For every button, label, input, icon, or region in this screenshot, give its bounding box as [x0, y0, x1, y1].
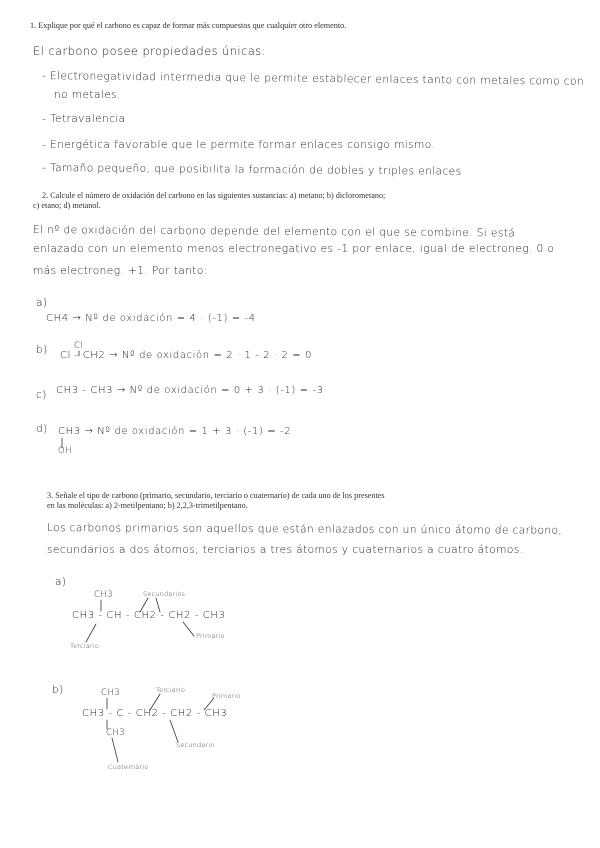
q2-d-label: d)	[36, 423, 48, 435]
q1-bullet-1-cont: no metales.	[54, 89, 121, 101]
q1-bullet-2: - Tetravalencia	[42, 113, 126, 125]
q2-c-formula: CH3 - CH3 → Nº de oxidación = 0 + 3 · (-1) = -3	[56, 385, 324, 396]
q3-b-top-ch3: CH3	[101, 688, 120, 698]
q3-a-note-terciario: Terciario	[70, 642, 100, 650]
question-2-prompt-line-1: 2. Calcule el número de oxidación del carbono en las siguientes sustancias: a) metano; b) diclorometano;	[42, 191, 386, 200]
question-3-prompt-line-1: 3. Señale el tipo de carbono (primario, secundario, terciario o cuaternario) de cada uno de los presentes	[47, 491, 385, 500]
q2-d-oh: OH	[58, 446, 72, 456]
q3-b-note-secundario: Secundario	[176, 741, 215, 749]
q2-b-formula: Cl - CH2 → Nº de oxidación = 2 · 1 - 2 · 2 = 0	[60, 350, 313, 361]
q2-d-formula: CH3 → Nº de oxidación = 1 + 3 · (-1) = -2	[58, 426, 292, 437]
q3-b-label: b)	[52, 684, 64, 696]
q3-b-pointer-secundario	[170, 720, 178, 742]
q3-answer-line-2: secundarios a dos átomos, terciarios a tres átomos y cuaternarios a cuatro átomos.	[47, 544, 524, 556]
q2-a-label: a)	[36, 297, 48, 309]
q3-b-pointer-cuaternario	[112, 738, 118, 762]
q1-intro: El carbono posee propiedades únicas:	[33, 44, 266, 58]
question-1-prompt: 1. Explique por qué el carbono es capaz de formar más compuestos que cualquier otro elemento.	[30, 21, 347, 30]
q3-b-note-primario: Primario	[212, 692, 241, 700]
q2-answer-line-2: enlazado con un elemento menos electronegativo es -1 por enlace, igual de electroneg. 0 o	[33, 243, 555, 255]
q3-a-pointer-secundarios-1	[140, 598, 148, 612]
q2-b-label: b)	[36, 344, 48, 356]
q3-b-main-chain: CH3 - C - CH2 - CH2 - CH3	[82, 708, 228, 719]
q3-b-bottom-ch3: CH3	[106, 728, 125, 738]
q3-b-note-terciario: Terciario	[156, 686, 186, 694]
q2-answer-line-3: más electroneg. +1. Por tanto:	[33, 265, 208, 277]
q2-c-label: c)	[36, 389, 47, 401]
q3-a-top-ch3: CH3	[94, 590, 113, 600]
q3-a-pointer-primario	[183, 622, 194, 636]
q3-a-note-primario: Primario	[196, 632, 225, 640]
q3-b-pointer-primario	[204, 698, 214, 710]
q2-a-formula: CH4 → Nº de oxidación = 4 · (-1) = -4	[46, 313, 256, 324]
q3-a-label: a)	[55, 576, 67, 588]
q3-a-pointer-secundarios-2	[156, 598, 160, 612]
q3-b-pointer-terciario	[150, 694, 160, 710]
question-3-prompt-line-2: en las moléculas: a) 2-metilpentano; b) 2,2,3-trimetilpentano.	[47, 501, 248, 510]
q3-a-main-chain: CH3 - CH - CH2 - CH2 - CH3	[72, 610, 226, 621]
question-2-prompt-line-2: c) etano; d) metanol.	[33, 201, 101, 210]
q2-b-cl-top: Cl	[74, 341, 84, 351]
q1-bullet-1: - Electronegatividad intermedia que le permite establecer enlaces tanto con metales como con	[41, 70, 585, 88]
q1-bullet-3: - Energética favorable que le permite formar enlaces consigo mismo.	[42, 139, 436, 151]
q2-answer-line-1: El nº de oxidación del carbono depende del elemento con el que se combine. Si está	[32, 224, 516, 240]
q3-a-note-secundarios: Secundarios	[143, 590, 186, 598]
q1-bullet-4: - Tamaño pequeño, que posibilita la formación de dobles y triples enlaces	[41, 162, 462, 178]
q3-b-note-cuaternario: Cuaternario	[108, 763, 149, 771]
q3-a-pointer-terciario	[86, 624, 96, 642]
q3-answer-line-1: Los carbonos primarios son aquellos que están enlazados con un único átomo de carbono,	[46, 522, 563, 537]
